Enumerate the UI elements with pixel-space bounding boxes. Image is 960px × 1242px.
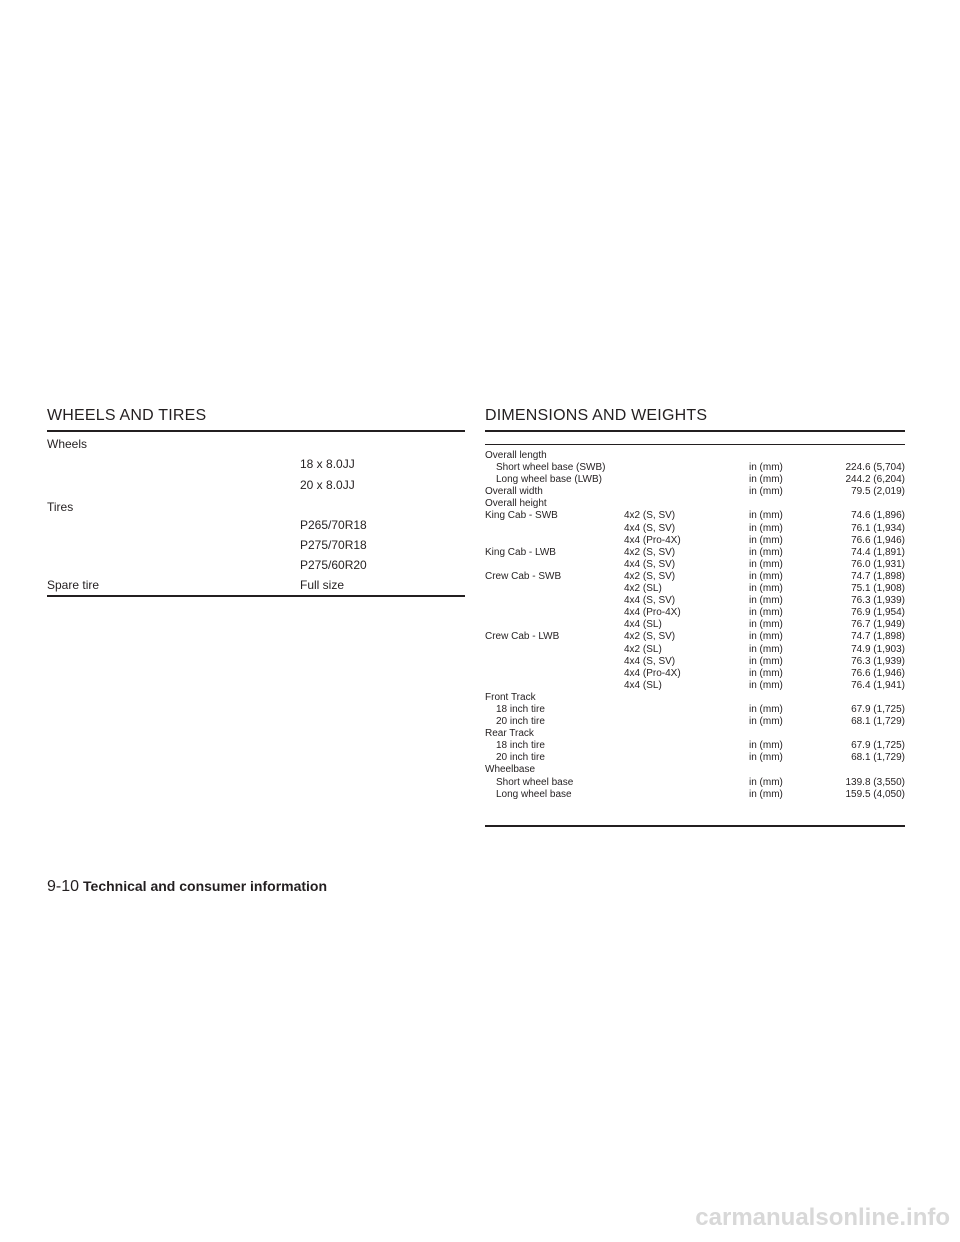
row-label: 20 inch tire (496, 752, 545, 764)
row-label: Overall length (485, 450, 547, 461)
row-variant: 4x4 (Pro-4X) (624, 667, 681, 679)
row-value: 67.9 (1,725) (851, 740, 905, 752)
table-row (485, 595, 905, 607)
tire-size: P265/70R18 (300, 518, 367, 532)
row-value: 76.0 (1,931) (851, 558, 905, 570)
table-row (485, 547, 905, 559)
row-label: Long wheel base (LWB) (496, 474, 602, 486)
table-row (485, 607, 905, 619)
row-label: Overall width (485, 486, 543, 498)
row-value: 68.1 (1,729) (851, 716, 905, 728)
row-value: 76.4 (1,941) (851, 679, 905, 691)
dimensions-title: DIMENSIONS AND WEIGHTS (485, 407, 708, 424)
table-row (485, 644, 905, 656)
row-unit: in (mm) (749, 607, 783, 619)
row-unit: in (mm) (749, 570, 783, 582)
watermark: carmanualsonline.info (695, 1204, 950, 1231)
row-value: 68.1 (1,729) (851, 752, 905, 764)
row-value: 74.6 (1,896) (851, 510, 905, 522)
table-row (485, 789, 905, 801)
table-row (485, 450, 905, 462)
row-unit: in (mm) (749, 534, 783, 546)
row-value: 76.6 (1,946) (851, 534, 905, 546)
row-value: 76.3 (1,939) (851, 595, 905, 607)
tire-size: P275/70R18 (300, 538, 367, 552)
row-label: Front Track (485, 691, 536, 703)
page-footer (47, 878, 327, 896)
row-label: 18 inch tire (496, 703, 545, 715)
row-unit: in (mm) (749, 679, 783, 691)
row-variant: 4x4 (S, SV) (624, 595, 676, 607)
row-value: 76.6 (1,946) (851, 667, 905, 679)
wheel-size: 18 x 8.0JJ (300, 457, 355, 471)
row-variant: 4x2 (S, SV) (624, 570, 676, 582)
row-unit: in (mm) (749, 776, 783, 788)
row-unit: in (mm) (749, 703, 783, 715)
table-row (485, 656, 905, 668)
wheel-size: 20 x 8.0JJ (300, 478, 355, 492)
row-unit: in (mm) (749, 522, 783, 534)
dimensions-header-rule (485, 444, 905, 445)
row-variant: 4x2 (S, SV) (624, 510, 676, 522)
table-row (485, 462, 905, 474)
table-row (485, 704, 905, 716)
row-variant: 4x4 (SL) (624, 679, 662, 691)
row-unit: in (mm) (749, 474, 783, 486)
row-value: 74.4 (1,891) (851, 546, 905, 558)
row-variant: 4x2 (SL) (624, 583, 662, 595)
row-label: Rear Track (485, 728, 534, 740)
row-label: King Cab - LWB (485, 546, 556, 558)
table-row (485, 474, 905, 486)
table-row (485, 498, 905, 510)
row-unit: in (mm) (749, 510, 783, 522)
table-row (485, 777, 905, 789)
table-row (485, 571, 905, 583)
row-value: 75.1 (1,908) (851, 583, 905, 595)
row-variant: 4x4 (SL) (624, 619, 662, 631)
row-label: Wheelbase (485, 764, 536, 776)
row-label: Crew Cab - LWB (485, 631, 560, 643)
row-unit: in (mm) (749, 595, 783, 607)
row-unit: in (mm) (749, 619, 783, 631)
table-row (485, 740, 905, 752)
row-unit: in (mm) (749, 631, 783, 643)
spare-tire-value: Full size (300, 578, 345, 592)
page-number: 9-10 (47, 878, 80, 895)
table-row (485, 583, 905, 595)
row-variant: 4x4 (S, SV) (624, 655, 676, 667)
tire-size: P275/60R20 (300, 558, 367, 572)
row-label: Overall height (485, 498, 547, 510)
row-unit: in (mm) (749, 740, 783, 752)
row-unit: in (mm) (749, 583, 783, 595)
row-unit: in (mm) (749, 716, 783, 728)
row-label: Long wheel base (496, 788, 572, 800)
row-value: 67.9 (1,725) (851, 703, 905, 715)
row-label: Crew Cab - SWB (485, 570, 562, 582)
row-value: 79.5 (2,019) (851, 486, 905, 498)
dimensions-top-rule (485, 430, 905, 432)
chapter-title: Technical and consumer information (83, 878, 328, 894)
row-variant: 4x4 (S, SV) (624, 558, 676, 570)
table-row (485, 764, 905, 776)
row-unit: in (mm) (749, 558, 783, 570)
row-variant: 4x2 (S, SV) (624, 546, 676, 558)
wheels-label: Wheels (47, 437, 88, 451)
row-unit: in (mm) (749, 752, 783, 764)
dimensions-table (485, 450, 905, 801)
wheels-tires-title: WHEELS AND TIRES (47, 407, 207, 424)
table-row (485, 523, 905, 535)
row-value: 76.1 (1,934) (851, 522, 905, 534)
table-row (485, 510, 905, 522)
row-value: 244.2 (6,204) (845, 474, 905, 486)
row-unit: in (mm) (749, 462, 783, 474)
row-unit: in (mm) (749, 667, 783, 679)
table-row (485, 680, 905, 692)
row-unit: in (mm) (749, 546, 783, 558)
table-row (485, 631, 905, 643)
row-unit: in (mm) (749, 643, 783, 655)
wheels-tires-table (47, 0, 465, 600)
row-label: 18 inch tire (496, 740, 545, 752)
spare-tire-label: Spare tire (47, 578, 100, 592)
tires-label: Tires (47, 500, 74, 514)
table-row (485, 716, 905, 728)
row-unit: in (mm) (749, 788, 783, 800)
row-value: 76.7 (1,949) (851, 619, 905, 631)
row-variant: 4x4 (Pro-4X) (624, 607, 681, 619)
table-row (485, 668, 905, 680)
row-unit: in (mm) (749, 486, 783, 498)
row-label: Short wheel base (496, 776, 574, 788)
row-value: 76.9 (1,954) (851, 607, 905, 619)
row-variant: 4x2 (SL) (624, 643, 662, 655)
row-value: 74.7 (1,898) (851, 570, 905, 582)
table-row (485, 535, 905, 547)
row-value: 74.9 (1,903) (851, 643, 905, 655)
table-row (485, 692, 905, 704)
row-variant: 4x2 (S, SV) (624, 631, 676, 643)
dimensions-bottom-rule (485, 825, 905, 827)
table-row (485, 728, 905, 740)
row-label: 20 inch tire (496, 716, 545, 728)
row-variant: 4x4 (S, SV) (624, 522, 676, 534)
table-row (485, 752, 905, 764)
row-unit: in (mm) (749, 655, 783, 667)
row-value: 76.3 (1,939) (851, 655, 905, 667)
table-row (485, 486, 905, 498)
row-label: Short wheel base (SWB) (496, 462, 606, 474)
row-label: King Cab - SWB (485, 510, 558, 522)
row-variant: 4x4 (Pro-4X) (624, 534, 681, 546)
row-value: 74.7 (1,898) (851, 631, 905, 643)
wheels-tires-bottom-rule (47, 595, 465, 597)
table-row (485, 559, 905, 571)
row-value: 139.8 (3,550) (845, 776, 905, 788)
row-value: 159.5 (4,050) (845, 788, 905, 800)
row-value: 224.6 (5,704) (845, 462, 905, 474)
table-row (485, 619, 905, 631)
